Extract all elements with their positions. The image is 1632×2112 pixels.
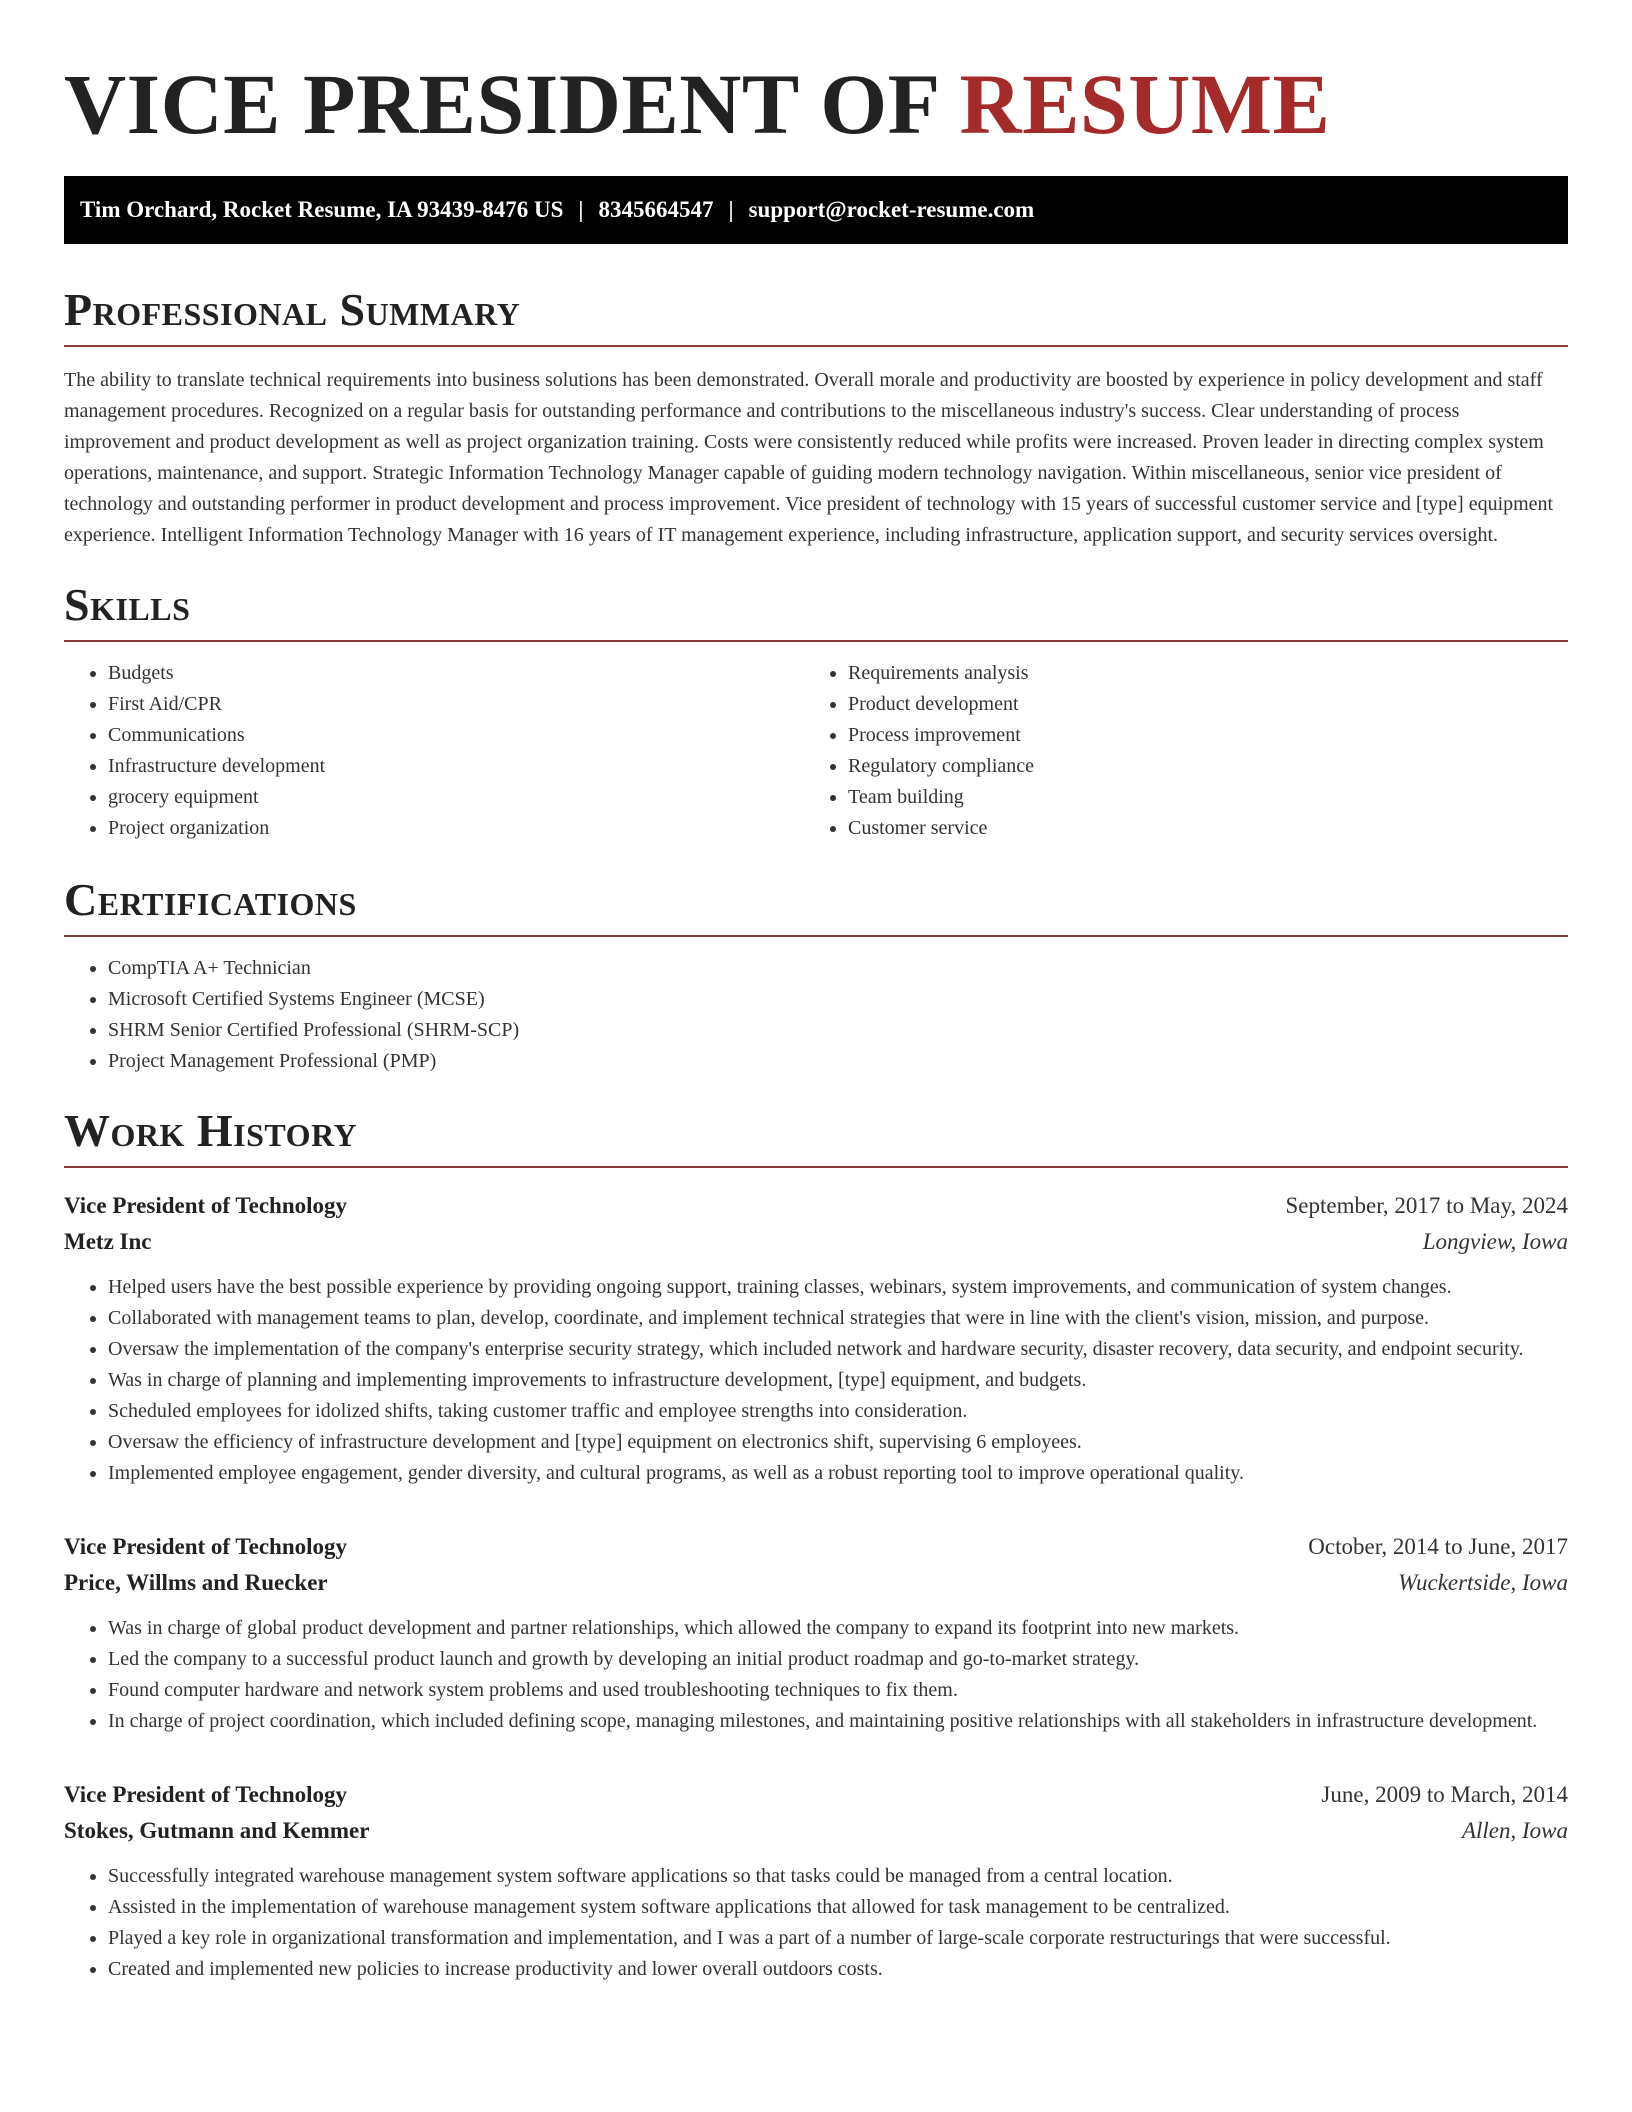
job-bullet: • Successfully integrated warehouse management system software applications so that tasks could be managed from a central location. [108,1861,1568,1892]
skill-item: • Communications [108,720,804,751]
job-dates: October, 2014 to June, 2017 [1308,1534,1568,1559]
job-entry [64,1529,1568,1737]
job-bullet: • In charge of project coordination, which included defining scope, managing milestones, and maintaining positive relationships with all stakeholders in infrastructure development. [108,1706,1568,1737]
job-location: Longview, Iowa [1422,1229,1568,1254]
skill-item: • Product development [848,689,1544,720]
section-divider [64,345,1568,347]
job-header-row [64,1777,1568,1813]
job-bullet: • Assisted in the implementation of warehouse management system software applications that allowed for task management to be centralized. [108,1892,1568,1923]
job-location: Allen, Iowa [1461,1818,1568,1843]
certifications-list [64,953,1568,1077]
skills-list-left [64,658,804,844]
skill-item: • Team building [848,782,1544,813]
job-bullet: • Helped users have the best possible experience by providing ongoing support, training classes, webinars, system improvements, and communication of system changes. [108,1272,1568,1303]
job-entry [64,1188,1568,1489]
skill-item: • First Aid/CPR [108,689,804,720]
certification-item: • CompTIA A+ Technician [108,953,1568,984]
certification-item: • Microsoft Certified Systems Engineer (MCSE) [108,984,1568,1015]
skill-item: • Project organization [108,813,804,844]
title-main: VICE PRESIDENT OF [64,56,960,152]
job-bullet: • Was in charge of global product development and partner relationships, which allowed the company to expand its footprint into new markets. [108,1613,1568,1644]
skills-column-left [64,658,804,844]
contact-separator: | [728,197,734,222]
skill-item: • Customer service [848,813,1544,844]
section-heading-work-history: Work History [64,1105,358,1156]
job-header-row [64,1529,1568,1565]
job-company: Metz Inc [64,1229,152,1254]
job-dates: September, 2017 to May, 2024 [1285,1193,1568,1218]
skill-item: • Infrastructure development [108,751,804,782]
job-dates: June, 2009 to March, 2014 [1321,1782,1568,1807]
job-bullet: • Found computer hardware and network system problems and used troubleshooting techniques to fix them. [108,1675,1568,1706]
job-bullet: • Scheduled employees for idolized shifts, taking customer traffic and employee strengths into consideration. [108,1396,1568,1427]
section-divider [64,640,1568,642]
job-header-row [64,1188,1568,1224]
job-bullet: • Was in charge of planning and implementing improvements to infrastructure development, [type] equipment, and budgets. [108,1365,1568,1396]
contact-email[interactable]: support@rocket-resume.com [748,197,1035,222]
section-heading-skills: Skills [64,579,191,630]
summary-text: The ability to translate technical requirements into business solutions has been demonstrated. Overall morale and productivity are boosted by experience in policy development and staff management procedures. Recognized on a regular basis for outstanding performance and contributions to the miscellaneous industry's success. Clear understanding of process improvement and product development as well as project organization training. Costs were consistently reduced while profits were increased. Proven leader in directing complex system operations, maintenance, and support. Strategic Information Technology Manager capable of guiding modern technology navigation. Within miscellaneous, senior vice president of technology and outstanding performer in product development and process improvement. Vice president of technology with 15 years of successful customer service and [type] equipment experience. Intelligent Information Technology Manager with 16 years of IT management experience, including infrastructure, application support, and security services oversight. [64,369,1554,546]
certification-item: • Project Management Professional (PMP) [108,1046,1568,1077]
section-heading-certifications: Certifications [64,874,357,925]
job-bullet: • Oversaw the efficiency of infrastructure development and [type] equipment on electronics shift, supervising 6 employees. [108,1427,1568,1458]
job-bullet: • Oversaw the implementation of the company's enterprise security strategy, which included network and hardware security, disaster recovery, data security, and endpoint security. [108,1334,1568,1365]
job-location: Wuckertside, Iowa [1398,1570,1568,1595]
skills-column-right [804,658,1544,844]
job-company-row [64,1565,1568,1601]
job-title: Vice President of Technology [64,1193,348,1218]
contact-address: Tim Orchard, Rocket Resume, IA 93439-8476 US [80,197,564,222]
job-company: Stokes, Gutmann and Kemmer [64,1818,370,1843]
skill-item: • Requirements analysis [848,658,1544,689]
job-entry [64,1777,1568,1985]
resume-title [64,58,1568,150]
job-company-row [64,1224,1568,1260]
certifications-section [64,874,1568,1077]
contact-phone[interactable]: 8345664547 [598,197,714,222]
skill-item: • Budgets [108,658,804,689]
job-company-row [64,1813,1568,1849]
certification-item: • SHRM Senior Certified Professional (SHRM-SCP) [108,1015,1568,1046]
job-bullet-list [64,1861,1568,1985]
skills-section [64,579,1568,844]
contact-bar [64,176,1568,244]
job-bullet: • Played a key role in organizational transformation and implementation, and I was a part of a number of large-scale corporate restructurings that were successful. [108,1923,1568,1954]
job-bullet-list [64,1613,1568,1737]
skills-list-right [804,658,1544,844]
skill-item: • Regulatory compliance [848,751,1544,782]
contact-separator: | [578,197,584,222]
job-bullet: • Created and implemented new policies to increase productivity and lower overall outdoors costs. [108,1954,1568,1985]
section-heading-summary: Professional Summary [64,284,521,335]
job-title: Vice President of Technology [64,1534,348,1559]
work-history-section [64,1105,1568,1985]
title-accent: RESUME [959,56,1331,152]
job-company: Price, Willms and Ruecker [64,1570,328,1595]
section-divider [64,1166,1568,1168]
skills-grid [64,658,1568,844]
skill-item: • grocery equipment [108,782,804,813]
job-title: Vice President of Technology [64,1782,348,1807]
skill-item: • Process improvement [848,720,1544,751]
summary-section [64,284,1568,551]
job-bullet: • Implemented employee engagement, gender diversity, and cultural programs, as well as a robust reporting tool to improve operational quality. [108,1458,1568,1489]
job-bullet-list [64,1272,1568,1489]
job-bullet: • Collaborated with management teams to plan, develop, coordinate, and implement technical strategies that were in line with the client's vision, mission, and purpose. [108,1303,1568,1334]
job-bullet: • Led the company to a successful product launch and growth by developing an initial product roadmap and go-to-market strategy. [108,1644,1568,1675]
section-divider [64,935,1568,937]
